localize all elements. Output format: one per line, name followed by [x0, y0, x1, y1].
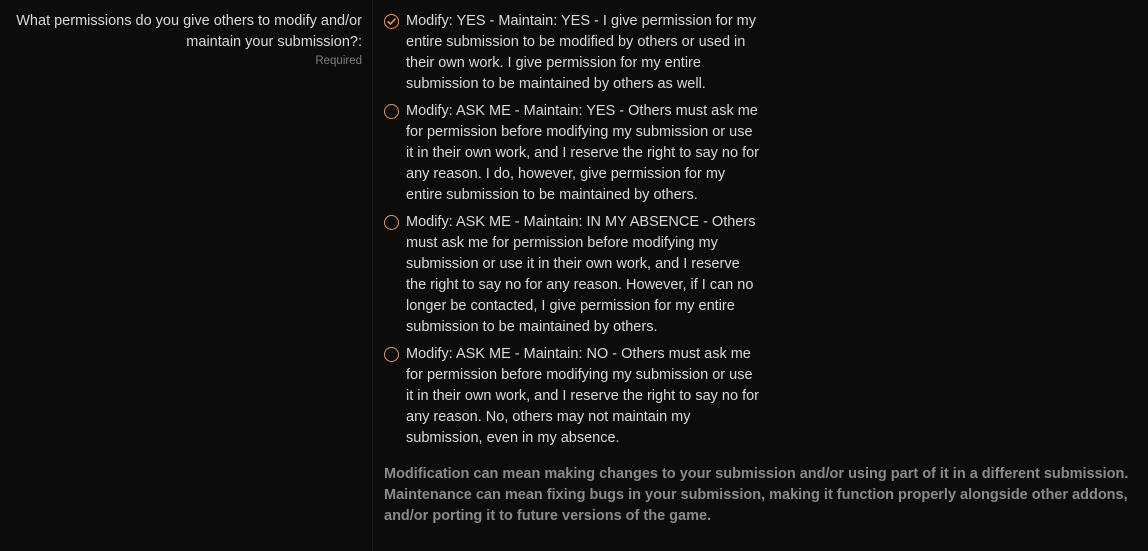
radio-option-label: Modify: ASK ME - Maintain: YES - Others must ask me for permission before modifying my submission or use it in their own work, and I reserve the right to say no for any reason. I do, however, give permission for my entire submission to be maintained by others.: [406, 103, 759, 203]
radio-option-label: Modify: ASK ME - Maintain: IN MY ABSENCE - Others must ask me for permission before modifying my submission or use it in their own work, and I reserve the right to say no for any reason. However, if I can no longer be contacted, I give permission for my entire submission to be maintained by others.: [406, 214, 756, 335]
radio-option-modify-yes-maintain-yes[interactable]: [384, 11, 774, 95]
radio-unchecked-icon[interactable]: [384, 104, 399, 119]
radio-option-modify-askme-maintain-yes[interactable]: [384, 101, 774, 206]
label-column: [0, 0, 373, 551]
radio-option-label: Modify: ASK ME - Maintain: NO - Others must ask me for permission before modifying my submission or use it in their own work, and I reserve the right to say no for any reason. No, others may not maintain my submission, even in my absence.: [406, 346, 759, 446]
radio-option-modify-askme-maintain-absence[interactable]: [384, 212, 774, 338]
help-note: Modification can mean making changes to your submission and/or using part of it in a different submission. Maintenance can mean fixing bugs in your submission, making it function properly alongside other addons, and/or porting it to future versions of the game.: [384, 466, 1129, 524]
radio-unchecked-icon[interactable]: [384, 347, 399, 362]
field-label: What permissions do you give others to modify and/or maintain your submission?:: [16, 13, 362, 50]
radio-option-modify-askme-maintain-no[interactable]: [384, 344, 774, 449]
radio-unchecked-icon[interactable]: [384, 215, 399, 230]
permission-radio-group: [384, 11, 774, 455]
radio-option-label: Modify: YES - Maintain: YES - I give permission for my entire submission to be modified by others or used in their own work. I give permission for my entire submission to be maintained by others as well.: [406, 13, 757, 92]
radio-checked-icon[interactable]: [384, 14, 399, 29]
required-hint: Required: [315, 55, 362, 67]
